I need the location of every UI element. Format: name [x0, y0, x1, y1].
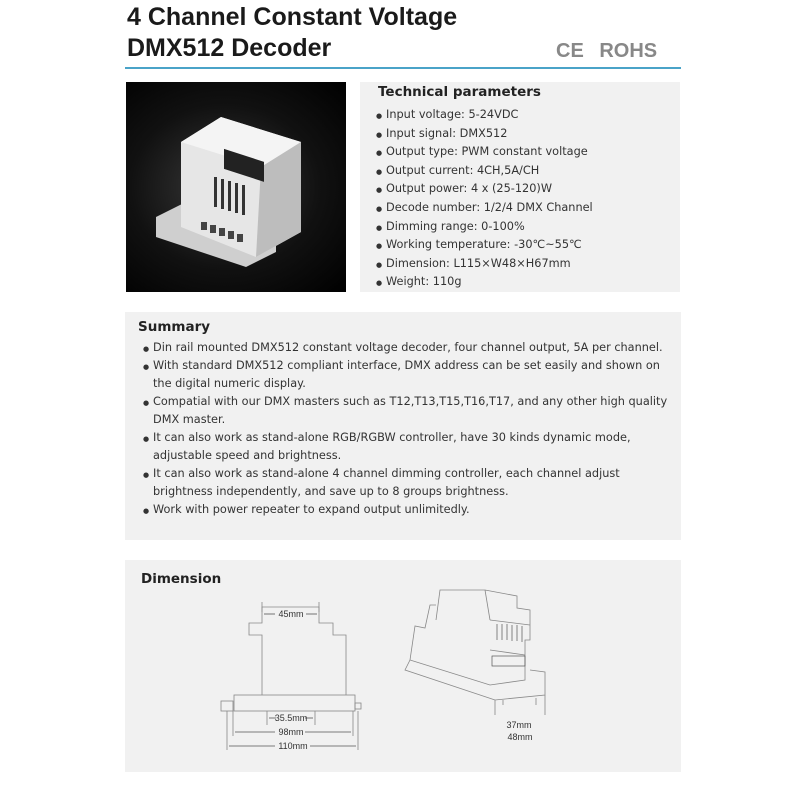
list-item: ● Input voltage: 5-24VDC — [386, 106, 593, 125]
technical-parameters-panel — [360, 82, 680, 292]
title-line-1: 4 Channel Constant Voltage — [127, 3, 458, 31]
list-item: ● Decode number: 1/2/4 DMX Channel — [386, 199, 593, 218]
list-item: ● Weight: 110g — [386, 273, 593, 292]
summary-list — [153, 339, 678, 519]
certification-marks: CE ROHS — [556, 40, 658, 62]
side-view-vents — [492, 624, 525, 666]
label-48mm: 48mm — [507, 732, 533, 742]
label-45mm: 45mm — [278, 609, 304, 619]
list-item: ● Dimming range: 0-100% — [386, 218, 593, 237]
side-view-drawing — [405, 590, 545, 715]
list-item: ● It can also work as stand-alone 4 channel dimming controller, each channel adjust brightness independently, and save up to 8 groups brightness. — [153, 465, 678, 501]
list-item: ● Output power: 4 x (25-120)W — [386, 180, 593, 199]
list-item: ● Dimension: L115×W48×H67mm — [386, 255, 593, 274]
list-item: ● With standard DMX512 compliant interface, DMX address can be set easily and shown on the digital numeric display. — [153, 357, 678, 393]
list-item: ● Compatial with our DMX masters such as T12,T13,T15,T16,T17, and any other high quality DMX master. — [153, 393, 678, 429]
technical-parameters-title: Technical parameters — [378, 84, 541, 100]
label-35-5mm: 35.5mm — [274, 713, 308, 723]
list-item: ● Output type: PWM constant voltage — [386, 143, 593, 162]
summary-title: Summary — [138, 319, 211, 335]
dimension-drawings — [125, 560, 681, 772]
decoder-device-image — [126, 82, 346, 292]
list-item: ● Working temperature: -30℃~55℃ — [386, 236, 593, 255]
summary-panel — [125, 312, 681, 540]
list-item: ● Input signal: DMX512 — [386, 125, 593, 144]
label-110mm: 110mm — [278, 741, 308, 751]
product-photo — [126, 82, 346, 292]
title-line-2: DMX512 Decoder — [127, 34, 332, 62]
list-item: ● It can also work as stand-alone RGB/RGBW controller, have 30 kinds dynamic mode, adjustable speed and brightness. — [153, 429, 678, 465]
label-37mm: 37mm — [506, 720, 532, 730]
list-item: ● Work with power repeater to expand output unlimitedly. — [153, 501, 678, 519]
label-98mm: 98mm — [278, 727, 304, 737]
technical-parameters-list — [386, 106, 593, 292]
list-item: ● Din rail mounted DMX512 constant voltage decoder, four channel output, 5A per channel. — [153, 339, 678, 357]
list-item: ● Output current: 4CH,5A/CH — [386, 162, 593, 181]
header-divider — [125, 67, 681, 69]
dimension-panel — [125, 560, 681, 772]
dimension-title: Dimension — [141, 571, 222, 587]
